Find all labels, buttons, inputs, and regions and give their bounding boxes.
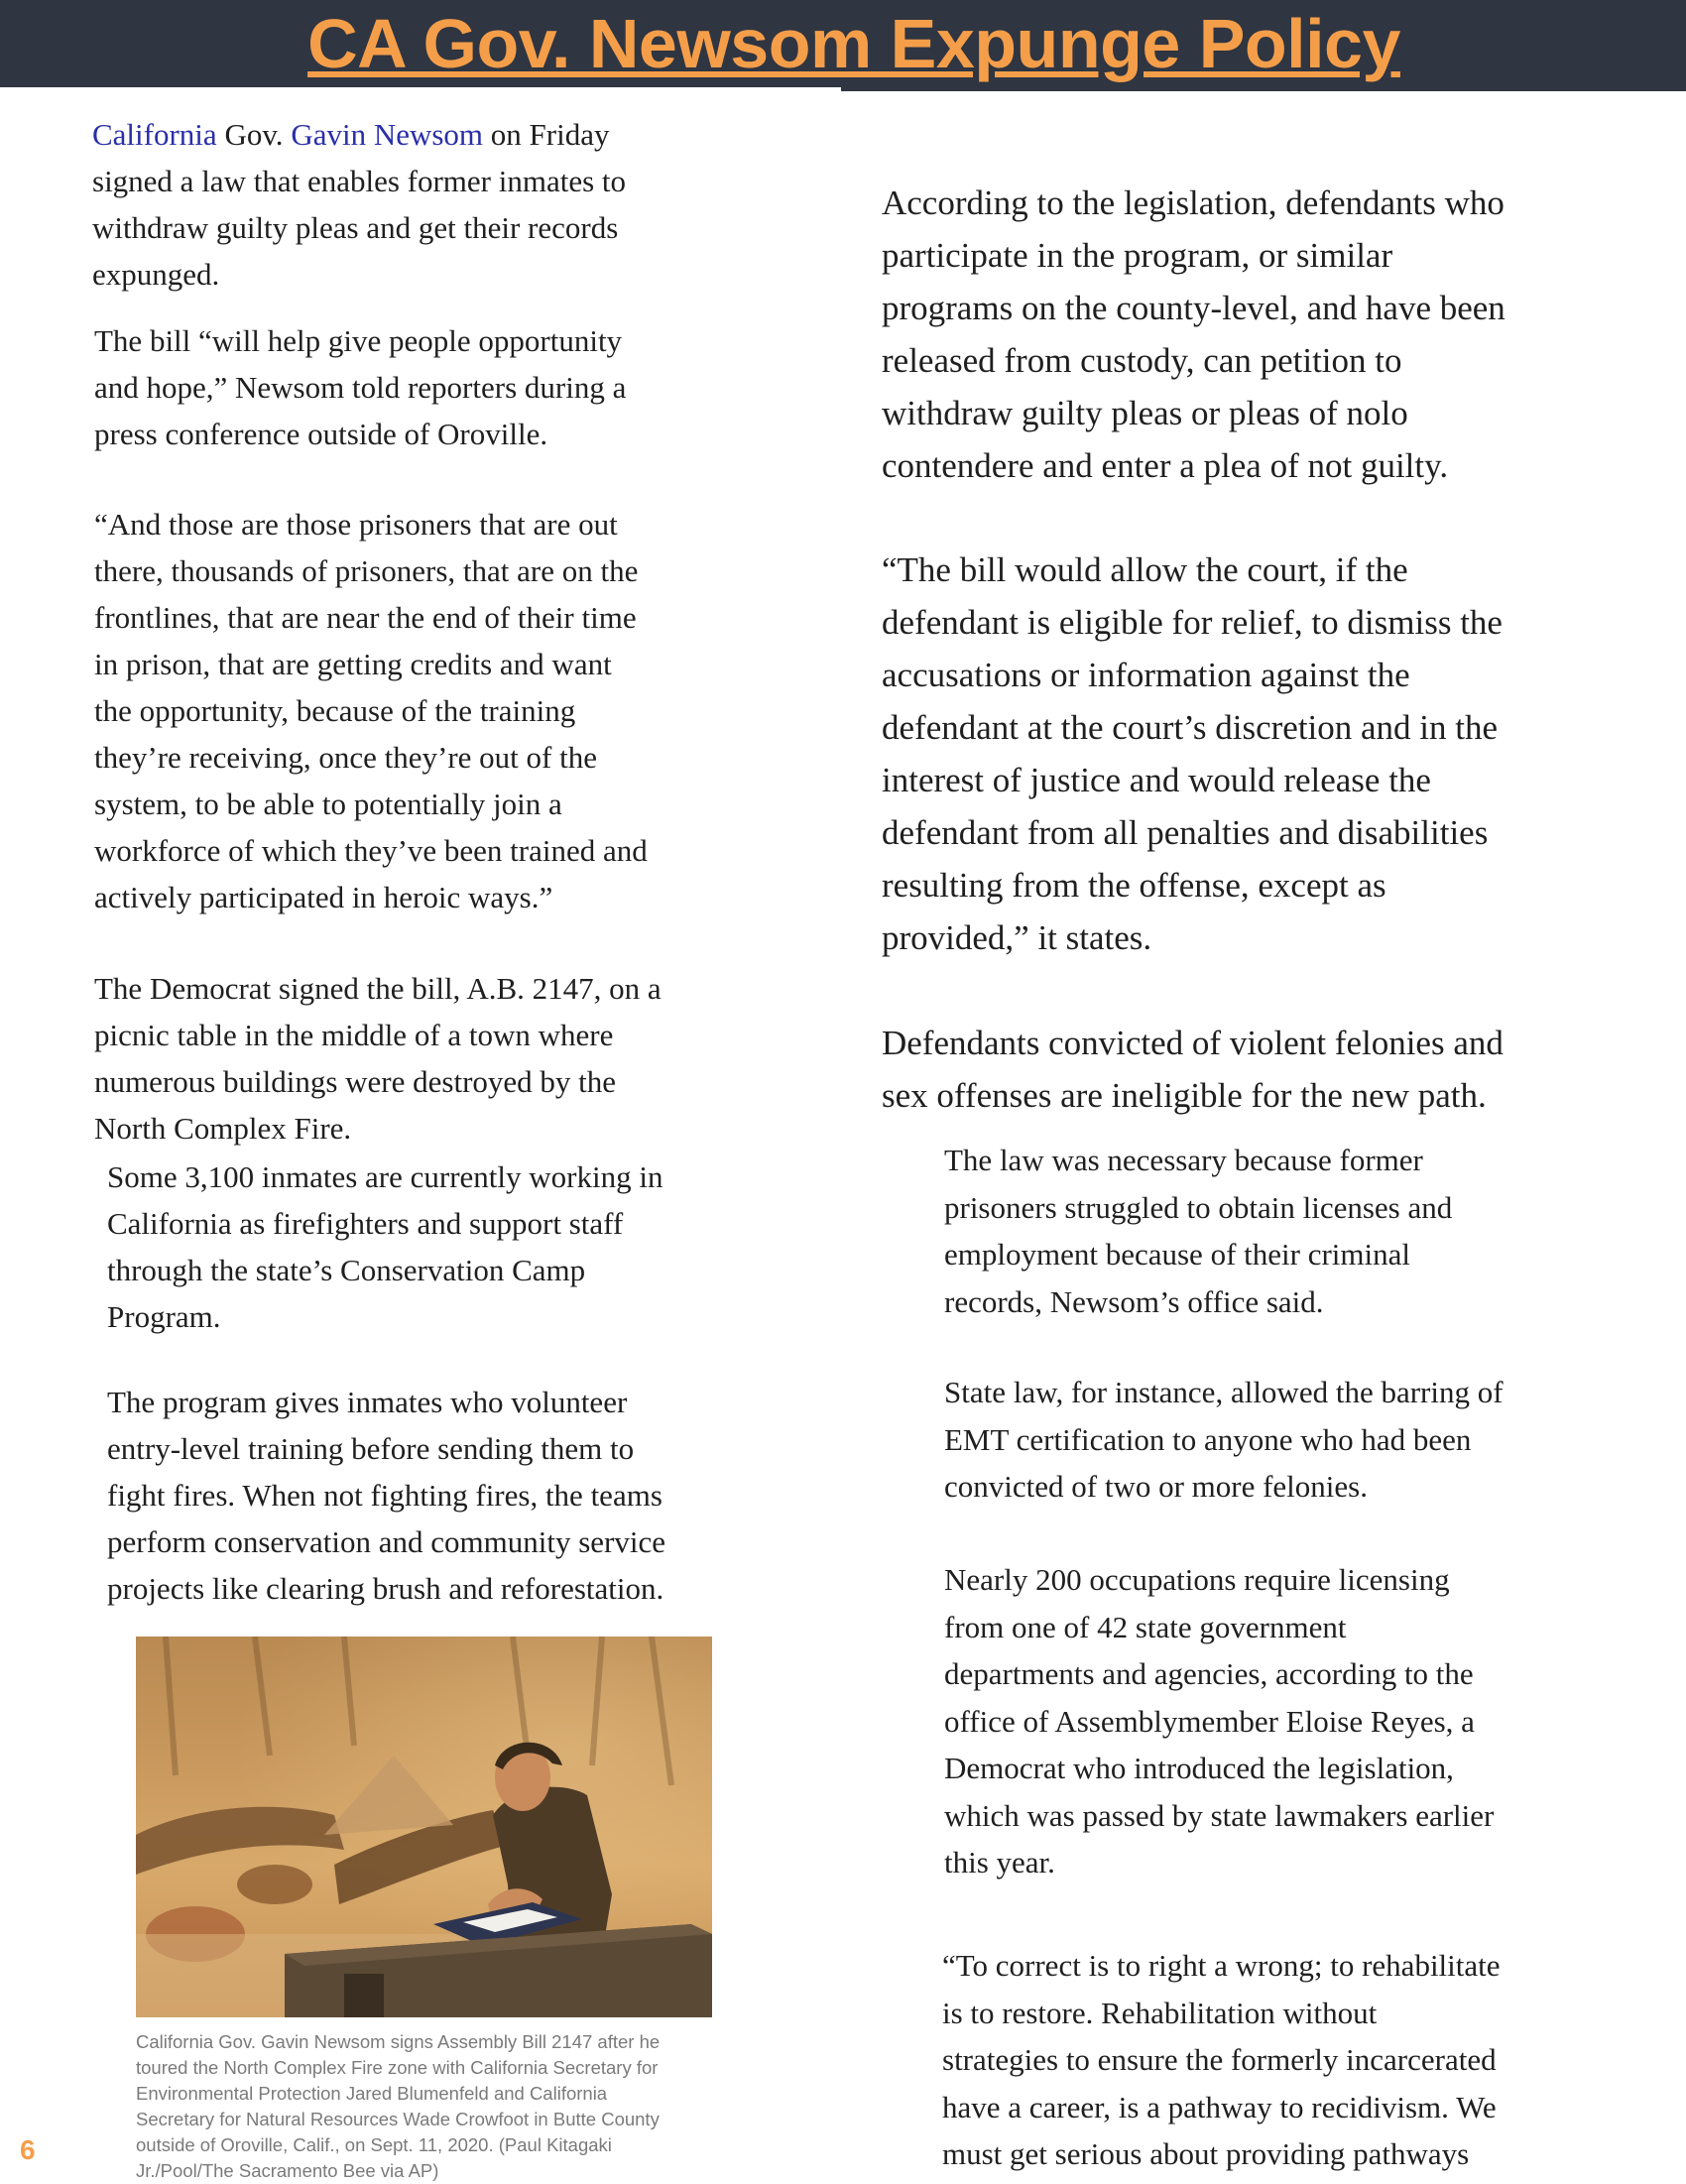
text-line: employment because of their criminal <box>944 1237 1410 1272</box>
text-line: picnic table in the middle of a town where <box>94 1018 614 1052</box>
link-california[interactable]: California <box>92 117 217 152</box>
text-segment: on Friday <box>483 117 610 152</box>
page-number: 6 <box>20 2134 36 2165</box>
text-line: “The bill would allow the court, if the <box>882 550 1408 589</box>
paragraph-prisoners-quote <box>94 501 648 920</box>
text-line: sex offenses are ineligible for the new path. <box>882 1076 1487 1115</box>
paragraph-intro <box>92 111 626 298</box>
text-line: and hope,” Newsom told reporters during a <box>94 370 627 405</box>
text-line: workforce of which they’ve been trained and <box>94 833 648 868</box>
text-line: perform conservation and community service <box>107 1524 665 1559</box>
text-line: contendere and enter a plea of not guilty. <box>882 446 1449 485</box>
text-line: EMT certification to anyone who had been <box>944 1421 1472 1457</box>
paragraph-occupations-licensing <box>944 1556 1494 1886</box>
caption-line: California Gov. Gavin Newsom signs Assembly Bill 2147 after he <box>136 2031 661 2052</box>
text-line: Defendants convicted of violent felonies and <box>882 1024 1504 1062</box>
text-line: they’re receiving, once they’re out of the <box>94 740 597 775</box>
paragraph-legislation <box>882 177 1505 492</box>
text-line: defendant is eligible for relief, to dismiss the <box>882 603 1503 642</box>
text-line: actively participated in heroic ways.” <box>94 880 553 914</box>
text-line: defendant at the court’s discretion and in the <box>882 708 1499 747</box>
text-line: Program. <box>107 1299 221 1334</box>
caption-line: Secretary for Natural Resources Wade Crowfoot in Butte County <box>136 2109 660 2129</box>
text-line: must get serious about providing pathways <box>942 2136 1470 2171</box>
paragraph-emt-certification <box>944 1369 1504 1511</box>
paragraph-program-training <box>107 1379 665 1612</box>
text-line: The program gives inmates who volunteer <box>107 1385 628 1419</box>
caption-line: outside of Oroville, Calif., on Sept. 11, 2020. (Paul Kitagaki <box>136 2134 612 2155</box>
text-line: from one of 42 state government <box>944 1609 1347 1644</box>
text-line: expunged. <box>92 257 220 292</box>
text-line: which was passed by state lawmakers earlier <box>944 1797 1495 1833</box>
text-line: North Complex Fire. <box>94 1111 352 1146</box>
text-line: Nearly 200 occupations require licensing <box>944 1562 1450 1597</box>
text-line: State law, for instance, allowed the barring of <box>944 1375 1504 1409</box>
text-line: interest of justice and would release the <box>882 761 1431 799</box>
paragraph-law-necessary <box>944 1137 1452 1325</box>
text-line: convicted of two or more felonies. <box>944 1469 1368 1504</box>
news-photo <box>136 1637 712 2017</box>
text-line: there, thousands of prisoners, that are on the <box>94 553 639 588</box>
caption-line: toured the North Complex Fire zone with California Secretary for <box>136 2057 659 2078</box>
paragraph-rehabilitation-quote <box>942 1942 1501 2178</box>
intro-first-line <box>92 111 626 158</box>
text-line: fight fires. When not fighting fires, the teams <box>107 1478 662 1513</box>
text-line: the opportunity, because of the training <box>94 693 576 728</box>
text-line: in prison, that are getting credits and want <box>94 647 612 681</box>
text-line: departments and agencies, according to the <box>944 1656 1474 1691</box>
text-line: participate in the program, or similar <box>882 236 1393 275</box>
paragraph-democrat-signed <box>94 965 662 1152</box>
text-line: entry-level training before sending them to <box>107 1431 635 1466</box>
text-line: press conference outside of Oroville. <box>94 417 548 451</box>
paragraph-bill-allows-court <box>882 544 1503 964</box>
text-line: The Democrat signed the bill, A.B. 2147, on a <box>94 971 662 1006</box>
text-line: Democrat who introduced the legislation, <box>944 1751 1454 1785</box>
text-line: through the state’s Conservation Camp <box>107 1253 586 1287</box>
page-title: CA Gov. Newsom Expunge Policy <box>307 5 1400 82</box>
text-line: records, Newsom’s office said. <box>944 1283 1324 1319</box>
text-line: have a career, is a pathway to recidivism. We <box>942 2089 1497 2124</box>
text-line: defendant from all penalties and disabilities <box>882 813 1489 852</box>
text-line: numerous buildings were destroyed by the <box>94 1064 617 1099</box>
text-line: strategies to ensure the formerly incarcerated <box>942 2042 1497 2077</box>
caption-line: Jr./Pool/The Sacramento Bee via AP) <box>136 2160 439 2181</box>
photo-caption <box>136 2029 731 2184</box>
paragraph-inmates-working <box>107 1153 662 1340</box>
text-line: “To correct is to right a wrong; to rehabilitate <box>942 1948 1501 1983</box>
text-line: California as firefighters and support staff <box>107 1206 624 1241</box>
text-line: resulting from the offense, except as <box>882 866 1386 905</box>
link-gavin-newsom[interactable]: Gavin Newsom <box>291 117 484 152</box>
text-line: projects like clearing brush and reforestation. <box>107 1571 664 1606</box>
text-line: is to restore. Rehabilitation without <box>942 1995 1378 2030</box>
caption-line: Environmental Protection Jared Blumenfeld and California <box>136 2083 608 2104</box>
paragraph-bill-quote <box>94 317 626 457</box>
text-line: The bill “will help give people opportunity <box>94 323 623 358</box>
text-line: “And those are those prisoners that are out <box>94 507 618 542</box>
text-segment: Gov. <box>216 117 292 152</box>
text-line: The law was necessary because former <box>944 1143 1423 1177</box>
text-line: programs on the county-level, and have been <box>882 289 1505 327</box>
text-line: provided,” it states. <box>882 918 1152 957</box>
text-line: office of Assemblymember Eloise Reyes, a <box>944 1703 1475 1739</box>
text-line: withdraw guilty pleas and get their records <box>92 210 619 245</box>
text-line: this year. <box>944 1845 1055 1880</box>
text-line: withdraw guilty pleas or pleas of nolo <box>882 394 1408 432</box>
text-line: signed a law that enables former inmates to <box>92 164 627 198</box>
photo-illustration <box>136 1637 712 2017</box>
text-line: prisoners struggled to obtain licenses and <box>944 1189 1453 1225</box>
text-line: frontlines, that are near the end of their time <box>94 600 637 635</box>
text-line: system, to be able to potentially join a <box>94 787 562 821</box>
text-line: released from custody, can petition to <box>882 341 1402 380</box>
text-line: Some 3,100 inmates are currently working in <box>107 1159 663 1194</box>
paragraph-ineligible <box>882 1017 1504 1122</box>
text-line: According to the legislation, defendants who <box>882 183 1505 222</box>
text-line: accusations or information against the <box>882 656 1410 694</box>
